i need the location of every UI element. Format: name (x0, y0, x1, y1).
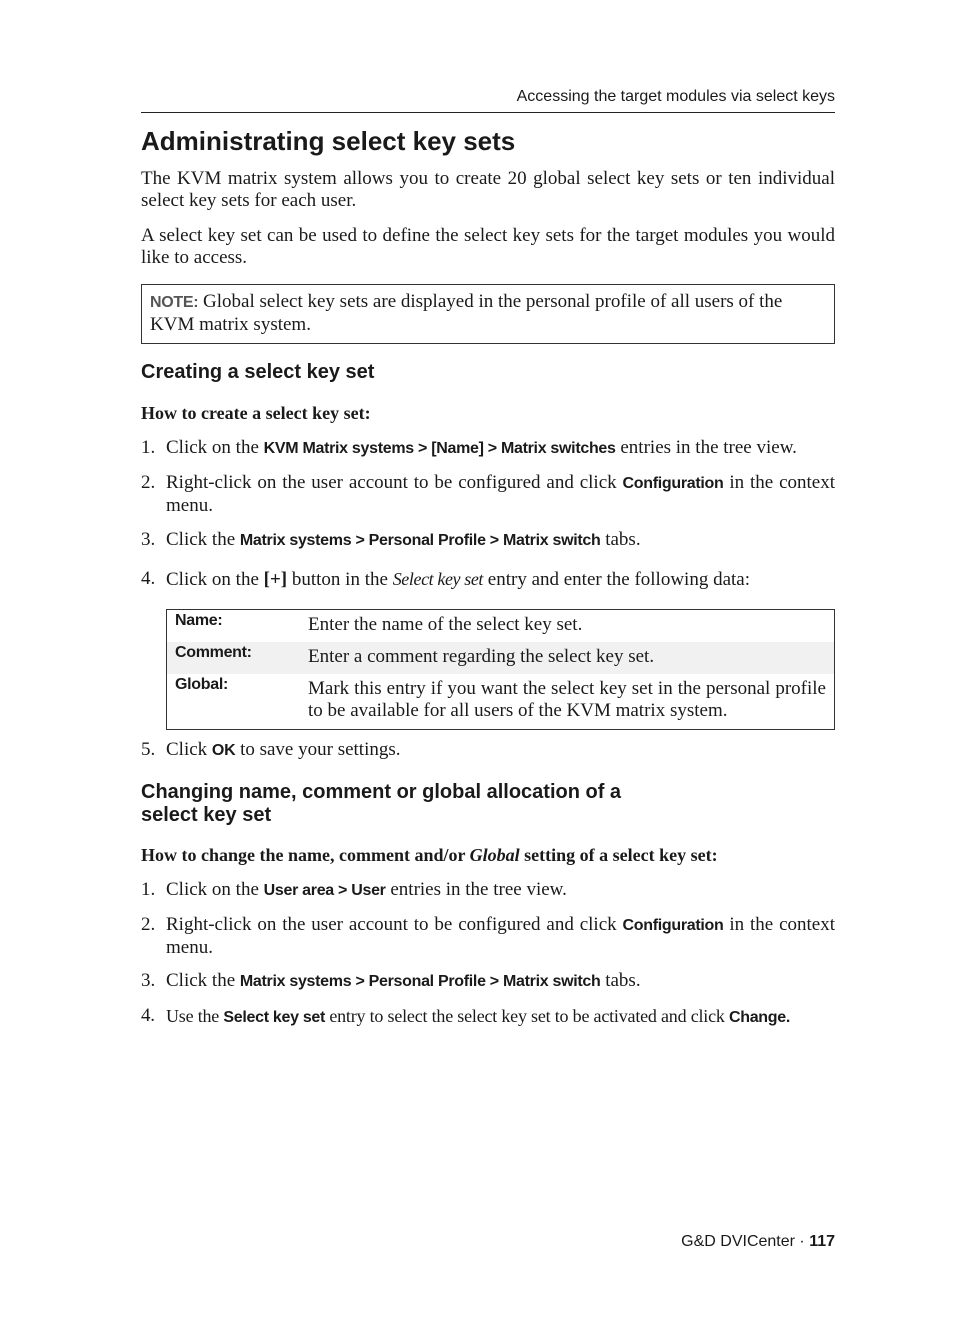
field-name: Comment: (175, 644, 252, 661)
intro-paragraph-2: A select key set can be used to define the select key sets for the target modules you would like to access. (141, 225, 835, 268)
procedure-lead-create: How to create a select key set: (141, 403, 371, 423)
field-description: Enter the name of the select key set. (308, 614, 583, 635)
step-text: entries in the tree view. (385, 879, 567, 900)
ui-path: Matrix systems > Personal Profile > Matrix switch (239, 973, 601, 990)
ui-label: Configuration (622, 917, 724, 934)
running-header: Accessing the target modules via select keys (141, 88, 835, 113)
field-description: Enter a comment regarding the select key set. (308, 646, 655, 667)
ui-path: Matrix systems > Personal Profile > Matrix switch (239, 532, 601, 549)
table-row (167, 674, 834, 729)
step-text: tabs. (600, 529, 641, 550)
lead-text: setting of a select key set: (519, 845, 718, 865)
step-text: entry to select the select key set to be activated and click (325, 1006, 729, 1026)
page-number: 117 (809, 1233, 835, 1250)
step-text: entry and enter the following data: (483, 569, 750, 590)
ui-label: Select key set (223, 1009, 326, 1026)
step-text: Click the (166, 529, 240, 550)
step-text: tabs. (600, 970, 641, 991)
step-number: 2. (141, 914, 156, 935)
ui-path: KVM Matrix systems > [Name] > Matrix switches (263, 440, 616, 457)
entry-name: Select key set (392, 569, 484, 589)
step-text: Click on the (166, 437, 264, 458)
subsection-title-change (141, 781, 621, 827)
lead-text: How to change the name, comment and/or (141, 845, 470, 865)
title-line: select key set (141, 804, 272, 826)
step-number: 1. (141, 437, 156, 458)
procedure-lead-change (141, 845, 835, 866)
step-text: Click (166, 739, 212, 760)
step-text: Click on the (166, 569, 264, 590)
ui-label: Change. (728, 1009, 791, 1026)
note-text: Global select key sets are displayed in the personal profile of all users of the KVM matrix system. (150, 291, 783, 335)
step-number: 3. (141, 970, 156, 991)
section-title: Administrating select key sets (141, 126, 516, 156)
intro-paragraph-1: The KVM matrix system allows you to create 20 global select key sets or ten individual select key sets for each user. (141, 168, 835, 211)
step-text: in the context menu. (166, 472, 835, 516)
step-text: Click the (166, 970, 240, 991)
title-line: Changing name, comment or global allocation of a (141, 781, 622, 803)
subsection-title-create: Creating a select key set (141, 361, 375, 383)
button-ref: [+] (263, 569, 288, 590)
note-box (141, 284, 835, 344)
step-number: 5. (141, 739, 156, 760)
field-table (166, 609, 835, 730)
note-label: NOTE: (150, 294, 199, 311)
step-text: in the context menu. (166, 914, 835, 958)
step-text: Right-click on the user account to be configured and click (166, 914, 623, 935)
step-number: 1. (141, 879, 156, 900)
step-number: 2. (141, 472, 156, 493)
ui-label: OK (211, 742, 236, 759)
field-description: Mark this entry if you want the select key set in the personal profile to be available for all users of the KVM matrix system. (308, 678, 826, 721)
lead-emphasis: Global (469, 845, 520, 865)
step-text: Right-click on the user account to be configured and click (166, 472, 623, 493)
step-text: to save your settings. (235, 739, 401, 760)
table-row (167, 642, 834, 674)
page-footer (681, 1233, 835, 1251)
step-text: button in the (287, 569, 393, 590)
table-row (167, 610, 834, 642)
ui-label: Configuration (622, 475, 724, 492)
step-number: 4. (141, 1005, 155, 1026)
step-text: entries in the tree view. (615, 437, 797, 458)
step-text: Click on the (166, 879, 264, 900)
step-number: 3. (141, 529, 156, 550)
field-name: Global: (175, 676, 229, 693)
step-text: Use the (166, 1006, 224, 1026)
step-number: 4. (141, 568, 156, 589)
ui-path: User area > User (263, 882, 386, 899)
footer-product: G&D DVICenter · (681, 1233, 810, 1250)
field-name: Name: (175, 612, 223, 629)
